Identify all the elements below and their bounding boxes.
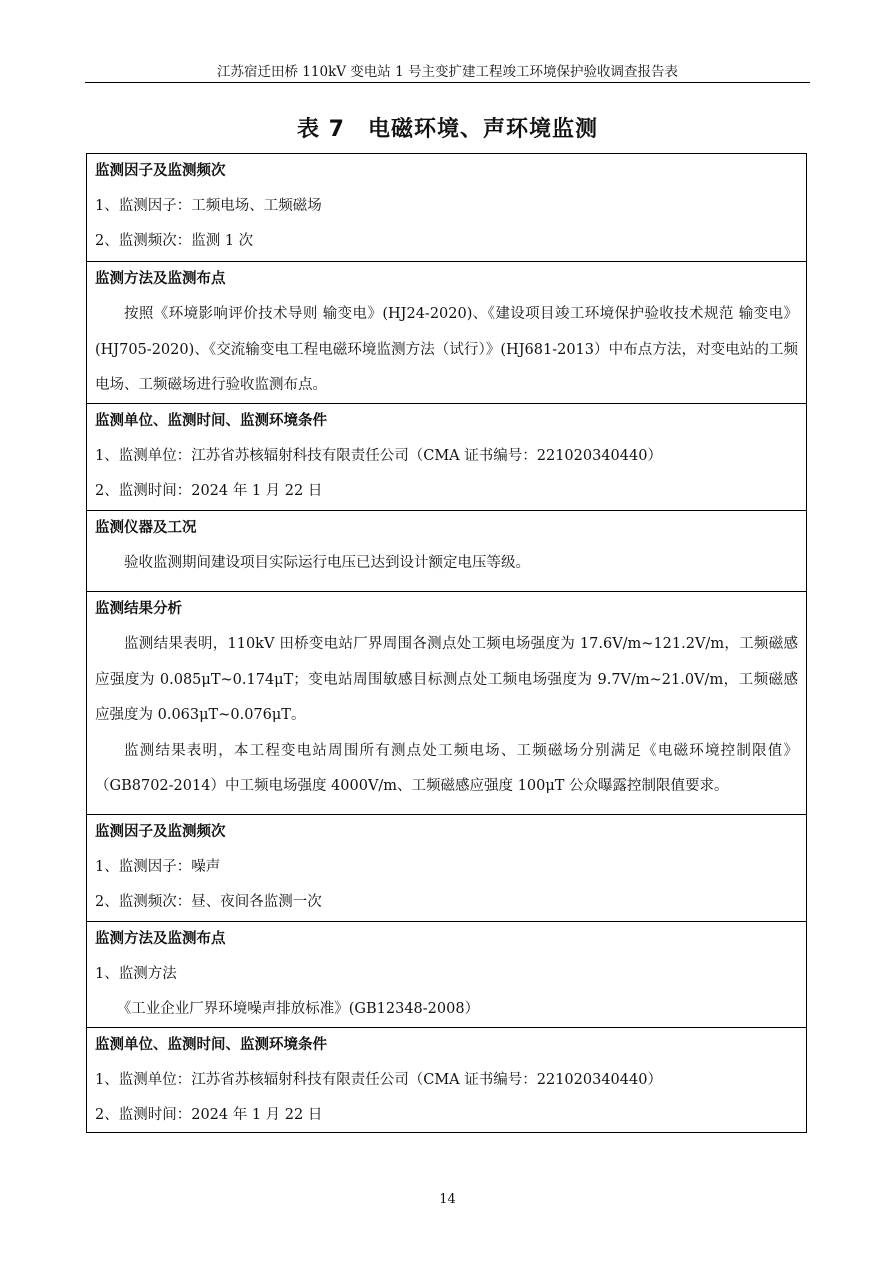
header-rule bbox=[85, 82, 810, 83]
section-em-factors bbox=[87, 154, 806, 261]
text-line: 1、监测方法 bbox=[95, 966, 177, 982]
paragraph: 监测结果表明，本工程变电站周围所有测点处工频电场、工频磁场分别满足《电磁环境控制限值》（GB8702-2014）中工频电场强度 4000V/m、工频磁感应强度 100μT 公众曝露控制限值要求。 bbox=[95, 742, 798, 794]
text-line: 1、监测单位：江苏省苏核辐射科技有限责任公司（CMA 证书编号：221020340440） bbox=[95, 1072, 662, 1088]
text-line: 1、监测因子：噪声 bbox=[95, 859, 221, 875]
table-title: 表 7 电磁环境、声环境监测 bbox=[297, 117, 598, 142]
section-em-method bbox=[87, 261, 806, 403]
section-title: 监测因子及监测频次 bbox=[95, 824, 226, 840]
section-em-instrument bbox=[87, 510, 806, 591]
page-number: 14 bbox=[439, 1192, 456, 1207]
paragraph: 验收监测期间建设项目实际运行电压已达到设计额定电压等级。 bbox=[124, 555, 530, 571]
report-table bbox=[86, 153, 807, 1133]
text-line: 2、监测时间：2024 年 1 月 22 日 bbox=[95, 483, 323, 499]
section-noise-method bbox=[87, 921, 806, 1027]
section-title: 监测因子及监测频次 bbox=[95, 163, 226, 179]
text-line: 2、监测频次：昼、夜间各监测一次 bbox=[95, 894, 322, 910]
section-em-unit-time bbox=[87, 403, 806, 510]
section-title: 监测方法及监测布点 bbox=[95, 271, 226, 287]
page-header: 江苏宿迁田桥 110kV 变电站 1 号主变扩建工程竣工环境保护验收调查报告表 bbox=[217, 64, 678, 80]
section-noise-factors bbox=[87, 814, 806, 921]
section-title: 监测结果分析 bbox=[95, 601, 182, 617]
section-title: 监测单位、监测时间、监测环境条件 bbox=[95, 1037, 327, 1053]
section-title: 监测仪器及工况 bbox=[95, 520, 197, 536]
paragraph: 按照《环境影响评价技术导则 输变电》(HJ24-2020)、《建设项目竣工环境保护验收技术规范 输变电》(HJ705-2020)、《交流输变电工程电磁环境监测方法（试行）》(HJ681-2013）中布点方法，对变电站的工频电场、工频磁场进行验收监测布点。 bbox=[95, 306, 798, 393]
section-title: 监测方法及监测布点 bbox=[95, 931, 226, 947]
paragraph: 监测结果表明，110kV 田桥变电站厂界周围各测点处工频电场强度为 17.6V/m~121.2V/m，工频磁感应强度为 0.085μT~0.174μT；变电站周围敏感目标测点处工频电场强度为 9.7V/m~21.0V/m，工频磁感应强度为 0.063μT~0.076μT。 bbox=[95, 636, 798, 723]
text-line: 2、监测频次：监测 1 次 bbox=[95, 233, 254, 249]
section-em-results bbox=[87, 591, 806, 814]
text-line: 1、监测单位：江苏省苏核辐射科技有限责任公司（CMA 证书编号：221020340440） bbox=[95, 448, 662, 464]
section-noise-unit-time bbox=[87, 1027, 806, 1132]
standard-reference: 《工业企业厂界环境噪声排放标准》(GB12348-2008） bbox=[116, 1001, 480, 1017]
section-title: 监测单位、监测时间、监测环境条件 bbox=[95, 413, 327, 429]
text-line: 2、监测时间：2024 年 1 月 22 日 bbox=[95, 1107, 323, 1123]
text-line: 1、监测因子：工频电场、工频磁场 bbox=[95, 198, 322, 214]
